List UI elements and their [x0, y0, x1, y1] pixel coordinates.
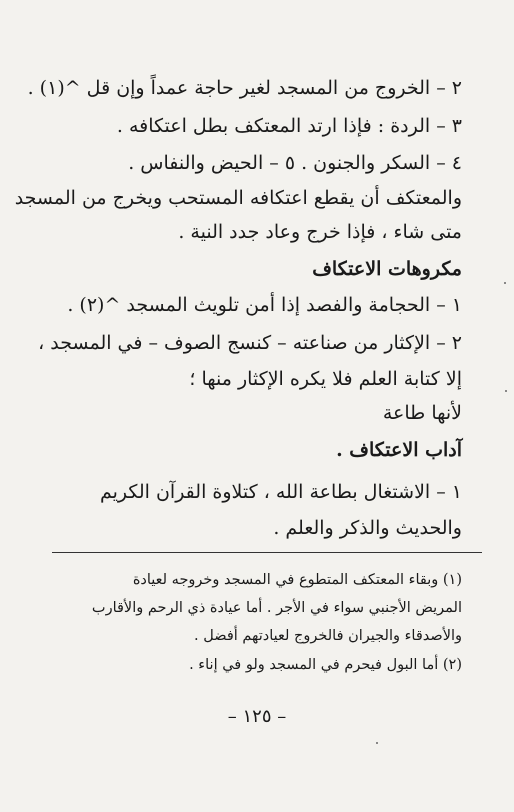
scan-speck — [505, 390, 507, 392]
scan-speck — [504, 282, 506, 284]
section-heading-adab: آداب الاعتكاف . — [336, 439, 462, 461]
body-line-2: ٣ – الردة : فإذا ارتد المعتكف بطل اعتكافه . — [116, 115, 462, 137]
body-line-4: والمعتكف أن يقطع اعتكافه المستحب ويخرج من المسجد — [14, 187, 462, 209]
body-line-8: إلا كتابة العلم فلا يكره الإكثار منها ؛ — [189, 368, 462, 390]
footnote-separator — [52, 552, 482, 553]
body-line-3: ٤ – السكر والجنون . ٥ – الحيض والنفاس . — [128, 152, 462, 174]
page-number: – ١٢٥ – — [227, 706, 287, 727]
body-line-5: متى شاء ، فإذا خرج وعاد جدد النية . — [178, 221, 462, 243]
body-line-11: والحديث والذكر والعلم . — [273, 517, 462, 539]
section-heading-makruhat: مكروهات الاعتكاف — [312, 258, 462, 280]
body-line-1: ٢ – الخروج من المسجد لغير حاجة عمداً وإن قل ^(١) . — [27, 77, 462, 99]
footnote-1-line-3: والأصدقاء والجيران فالخروج لعيادتهم أفضل . — [194, 628, 462, 644]
footnote-1-line-1: (١) وبقاء المعتكف المتطوع في المسجد وخروجه لعيادة — [132, 572, 462, 588]
body-line-10: ١ – الاشتغال بطاعة الله ، كتلاوة القرآن الكريم — [99, 481, 462, 503]
scan-speck — [376, 742, 378, 744]
body-line-6: ١ – الحجامة والفصد إذا أمن تلويث المسجد ^(٢) . — [67, 294, 462, 316]
footnote-2: (٢) أما البول فيحرم في المسجد ولو في إناء . — [189, 657, 462, 673]
body-line-9: لأنها طاعة — [382, 402, 462, 424]
body-line-7: ٢ – الإكثار من صناعته – كنسج الصوف – في المسجد ، — [38, 332, 462, 354]
footnote-1-line-2: المريض الأجنبي سواء في الأجر . أما عيادة ذي الرحم والأقارب — [91, 600, 462, 616]
